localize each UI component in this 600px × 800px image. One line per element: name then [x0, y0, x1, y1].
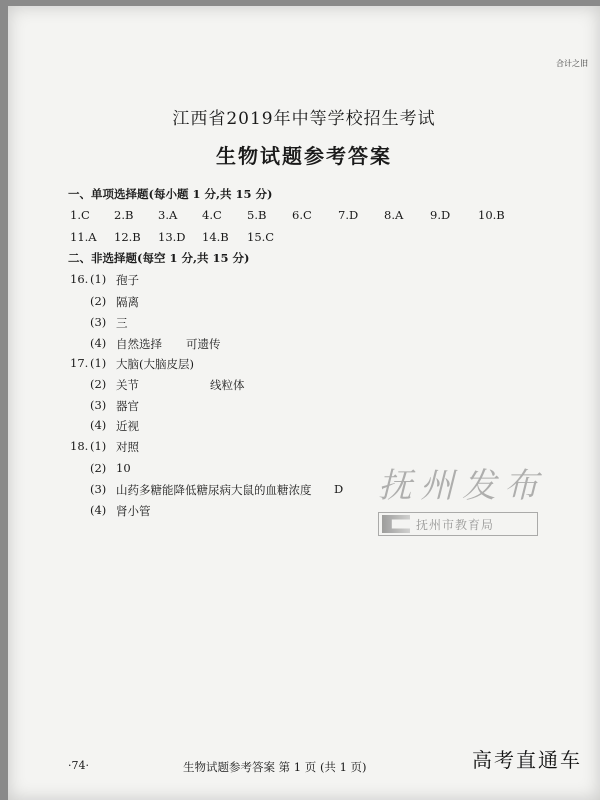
exam-title: 江西省2019年中等学校招生考试	[172, 109, 436, 129]
answer-item: 14.B	[202, 230, 229, 244]
answer-item: 6.C	[292, 208, 312, 222]
question-18-4-number: (4)	[90, 503, 107, 517]
watermark-text: 抚州发布	[378, 466, 546, 506]
section1-heading: 一、单项选择题(每小题 1 分,共 15 分)	[68, 187, 273, 201]
document-subtitle: 生物试题参考答案	[216, 144, 392, 168]
question-17-1-number: (1)	[90, 356, 107, 370]
answer-item: 3.A	[158, 208, 178, 222]
answer-item: 8.A	[384, 208, 404, 222]
question-17-2-answer-b: 线粒体	[210, 378, 245, 392]
answer-item: 7.D	[338, 208, 359, 222]
question-17-1-answer: 大脑(大脑皮层)	[116, 357, 194, 371]
question-17-3-answer: 器官	[116, 399, 139, 413]
answer-item: 2.B	[114, 208, 134, 222]
question-18-3-answer-a: 山药多糖能降低糖尿病大鼠的血糖浓度	[116, 483, 312, 497]
question-18-3-answer-b: D	[334, 482, 344, 496]
question-16-2-answer: 隔离	[116, 295, 139, 309]
page-number: ·74·	[68, 759, 89, 772]
question-18-3-number: (3)	[90, 482, 107, 496]
question-16-4-number: (4)	[90, 336, 107, 350]
answer-item: 15.C	[247, 230, 275, 244]
question-17-4-number: (4)	[90, 418, 107, 432]
logo-icon	[382, 515, 410, 533]
answer-item: 4.C	[202, 208, 222, 222]
question-16-1-answer: 孢子	[116, 273, 139, 287]
question-17-2-answer-a: 关节	[116, 378, 139, 392]
question-18-2-answer: 10	[116, 461, 131, 475]
answer-item: 11.A	[70, 230, 97, 244]
question-16-3-answer: 三	[116, 316, 128, 330]
corner-mark: 合计之旧	[556, 59, 588, 68]
question-18-1-answer: 对照	[116, 440, 139, 454]
answer-item: 13.D	[158, 230, 186, 244]
brand-label: 高考直通车	[472, 748, 582, 772]
answer-item: 12.B	[114, 230, 141, 244]
question-16-2-number: (2)	[90, 294, 107, 308]
answer-item: 10.B	[478, 208, 505, 222]
answer-item: 5.B	[247, 208, 267, 222]
question-16-label: 16.	[70, 272, 89, 286]
question-16-1-number: (1)	[90, 272, 107, 286]
question-16-3-number: (3)	[90, 315, 107, 329]
question-17-3-number: (3)	[90, 398, 107, 412]
section2-heading: 二、非选择题(每空 1 分,共 15 分)	[68, 251, 250, 265]
footer-page-info: 生物试题参考答案 第 1 页 (共 1 页)	[183, 760, 367, 774]
question-17-4-answer: 近视	[116, 419, 139, 433]
answer-item: 9.D	[430, 208, 451, 222]
question-18-label: 18.	[70, 439, 89, 453]
question-18-2-number: (2)	[90, 461, 107, 475]
question-18-1-number: (1)	[90, 439, 107, 453]
question-16-4-answer-b: 可遗传	[186, 337, 221, 351]
question-18-4-answer: 肾小管	[116, 504, 151, 518]
question-16-4-answer-a: 自然选择	[116, 337, 162, 351]
question-17-2-number: (2)	[90, 377, 107, 391]
answer-sheet-page	[8, 6, 600, 800]
question-17-label: 17.	[70, 356, 89, 370]
watermark-subtext: 抚州市教育局	[416, 517, 495, 532]
answer-item: 1.C	[70, 208, 90, 222]
watermark-logo	[378, 512, 538, 536]
